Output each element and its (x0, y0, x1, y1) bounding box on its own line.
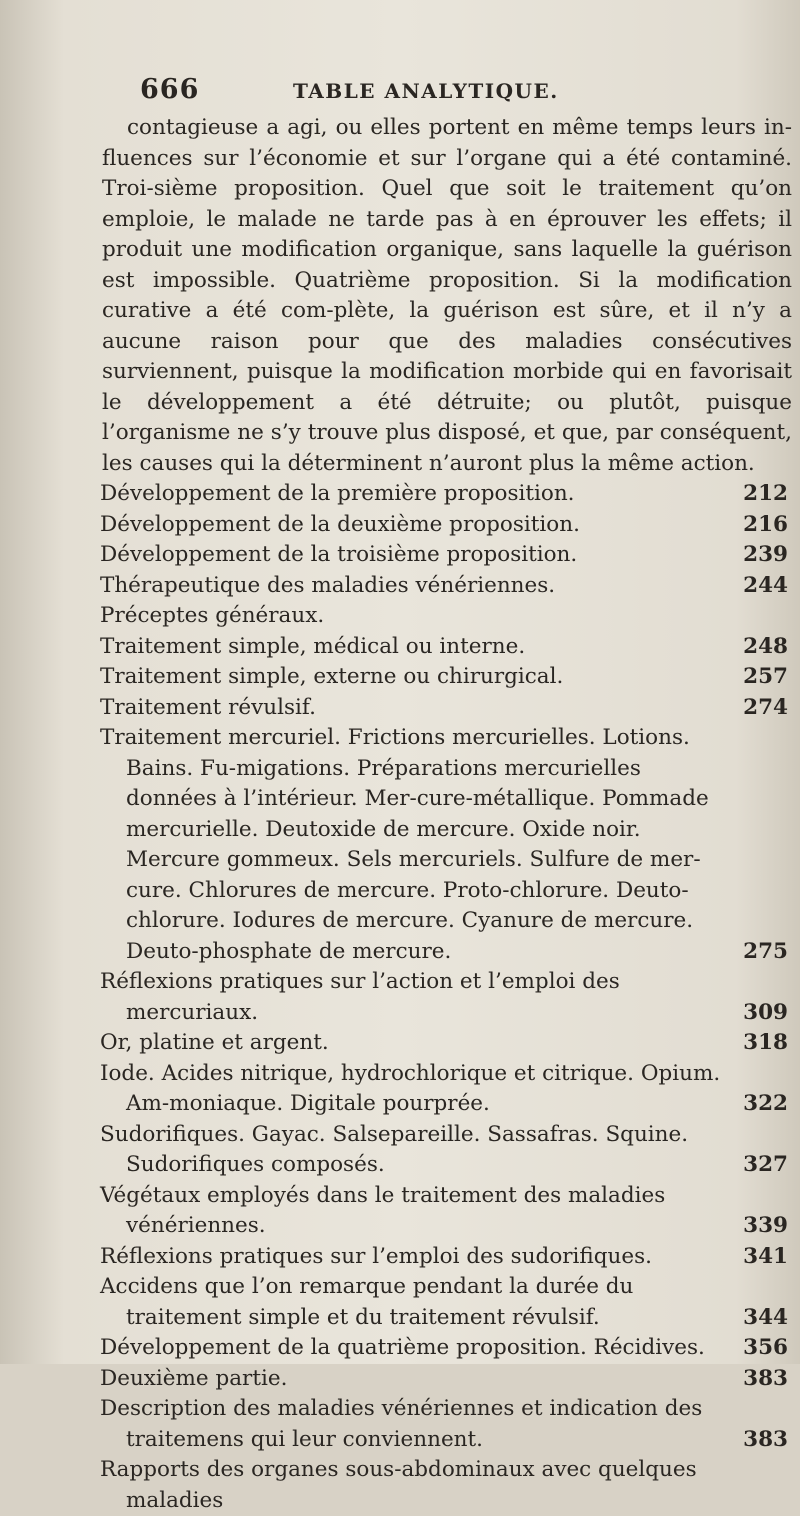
toc-entry-title: Rapports des organes sous-abdominaux avec quelques maladies (100, 1457, 697, 1513)
toc-entry-page: 275 (743, 938, 788, 964)
toc-entry-page: 239 (743, 542, 788, 567)
toc-entry-title: Traitement mercuriel. Frictions mercurielles. Lotions. Bains. Fu-migations. Préparations mercurielles données à l’intérieur. Mer-cure-métallique. Pommade mercurielle. Deutoxide de mercure. Oxide noir. Mercure gommeux. Sels mercuriels. Sulfure de mer-cure. Chlorures de mercure. Proto-chlorure. Deuto-chlorure. Iodures de mercure. Cyanure de mercure. Deuto-phosphate de mercure. (100, 725, 709, 964)
toc-entry (100, 1394, 792, 1455)
toc-entry (100, 479, 792, 510)
toc-entry (100, 1242, 792, 1273)
toc-entry-page: 244 (743, 572, 788, 598)
toc-entry-title: Développement de la quatrième proposition. Récidives. (100, 1335, 705, 1360)
toc-entry (100, 723, 792, 967)
toc-entry-title: Iode. Acides nitrique, hydrochlorique et citrique. Opium. Am-moniaque. Digitale pourprée. (100, 1060, 721, 1116)
toc-entry-page: 248 (743, 633, 788, 659)
toc-entry (100, 632, 792, 663)
toc-entry-page: 274 (743, 694, 788, 720)
toc-entry-page: 383 (743, 1426, 788, 1452)
toc-entry (100, 662, 792, 693)
toc-entry (100, 1120, 792, 1181)
toc-entry-title: Préceptes généraux. (100, 603, 325, 628)
toc-entry-title: Or, platine et argent. (100, 1030, 329, 1055)
toc-entry (100, 571, 792, 602)
toc-entry (100, 1455, 792, 1516)
toc-entry (100, 1364, 792, 1395)
toc-entry-page: 216 (743, 511, 788, 537)
toc-entry-page: 356 (743, 1335, 788, 1360)
toc-entry-title: Accidens que l’on remarque pendant la durée du traitement simple et du traitement révulsif. (100, 1274, 634, 1330)
toc-entry (100, 1333, 792, 1364)
toc-entry-title: Réflexions pratiques sur l’emploi des sudorifiques. (100, 1243, 652, 1269)
page-header (140, 74, 760, 114)
toc-entry-title: Thérapeutique des maladies vénériennes. (100, 572, 556, 598)
toc-entry-title: Végétaux employés dans le traitement des maladies vénériennes. (100, 1182, 666, 1238)
entry-list (100, 479, 792, 1516)
toc-entry-title: Description des maladies vénériennes et indication des traitemens qui leur conviennent. (100, 1396, 703, 1452)
intro-paragraph: contagieuse a agi, ou elles portent en même temps leurs in-fluences sur l’économie et sur l’organe qui a été contaminé. Troi-sième proposition. Quel que soit le traitement qu’on emploie, le malade ne tarde pas à en éprouver les effets; il produit une modification organique, sans laquelle la guérison est impossible. Quatrième proposition. Si la modification curative a été com-plète, la guérison est sûre, et il n’y a aucune raison pour que des maladies consécutives surviennent, puisque la modification morbide qui en favorisait le développement a été détruite; ou plutôt, puisque l’organisme ne s’y trouve plus disposé, et que, par conséquent, les causes qui la déterminent n’auront plus la même action. (102, 115, 792, 476)
toc-entry-title: Traitement simple, médical ou interne. (100, 633, 526, 659)
toc-entry (100, 1181, 792, 1242)
toc-entry (100, 601, 792, 632)
toc-entry (100, 540, 792, 571)
toc-entry (100, 1272, 792, 1333)
toc-entry-title: Traitement simple, externe ou chirurgical. (100, 664, 564, 689)
toc-entry (100, 967, 792, 1028)
toc-entry-page: 257 (743, 664, 788, 689)
toc-entry (100, 510, 792, 541)
toc-entry-page: 339 (743, 1213, 788, 1238)
toc-entry-title: Développement de la troisième proposition. (100, 542, 578, 567)
toc-entry-title: Développement de la première proposition. (100, 481, 575, 506)
toc-entry (100, 693, 792, 724)
toc-entry-page: 212 (743, 481, 788, 506)
running-title: TABLE ANALYTIQUE. (293, 79, 559, 103)
toc-entry (100, 1028, 792, 1059)
page-number: 666 (140, 74, 200, 105)
toc-entry-title: Développement de la deuxième proposition. (100, 511, 580, 537)
toc-entry-page: 309 (743, 999, 788, 1025)
toc-entry-page: 383 (743, 1365, 788, 1391)
toc-entry-title: Traitement révulsif. (100, 694, 316, 720)
toc-entry-title: Réflexions pratiques sur l’action et l’emploi des mercuriaux. (100, 969, 620, 1025)
toc-entry-page: 341 (743, 1243, 788, 1269)
toc-entry (100, 1059, 792, 1120)
toc-entry-title: Sudorifiques. Gayac. Salsepareille. Sassafras. Squine. Sudorifiques composés. (100, 1121, 689, 1177)
toc-entry-page: 327 (743, 1152, 788, 1177)
toc-entry-title: Deuxième partie. (100, 1365, 288, 1391)
toc-entry-page: 318 (743, 1030, 788, 1055)
toc-entry-page: 344 (743, 1304, 788, 1330)
table-of-contents (100, 113, 792, 1516)
toc-entry-page: 322 (743, 1091, 788, 1116)
